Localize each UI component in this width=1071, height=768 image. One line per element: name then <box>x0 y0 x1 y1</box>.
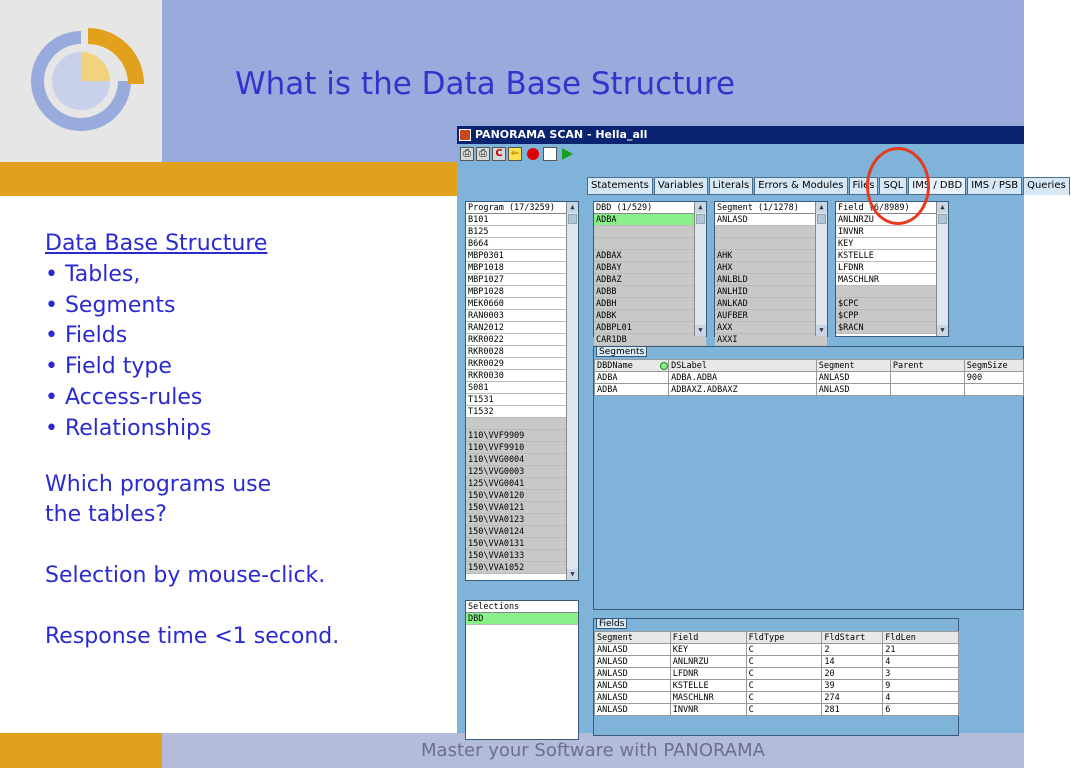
list-item[interactable]: ADBH <box>594 298 706 310</box>
list-item[interactable]: ADBK <box>594 310 706 322</box>
list-item[interactable]: B664 <box>466 238 578 250</box>
question-line-1: Which programs use <box>45 471 272 497</box>
list-item[interactable]: S081 <box>466 382 578 394</box>
table-cell: ANLASD <box>595 680 671 692</box>
list-item[interactable]: RKR0029 <box>466 358 578 370</box>
list-item[interactable]: ADBAZ <box>594 274 706 286</box>
tab-files[interactable]: Files <box>849 177 879 195</box>
dbd-list-scrollbar[interactable] <box>694 202 706 336</box>
table-cell: ANLASD <box>595 704 671 716</box>
list-item[interactable]: 110\VVF9909 <box>466 430 578 442</box>
tab-literals[interactable]: Literals <box>709 177 754 195</box>
fields-panel-title: Fields <box>596 618 627 629</box>
table-cell: ANLASD <box>595 656 671 668</box>
table-cell: 39 <box>822 680 883 692</box>
list-item[interactable]: ADBA <box>594 214 706 226</box>
table-cell: 281 <box>822 704 883 716</box>
selections-header: Selections <box>466 601 578 613</box>
list-item[interactable]: T1531 <box>466 394 578 406</box>
fields-panel <box>593 618 959 736</box>
table-cell: MASCHLNR <box>670 692 746 704</box>
field-list-header: Field (6/8989) <box>836 202 948 214</box>
list-item[interactable]: ADBAY <box>594 262 706 274</box>
run-icon[interactable] <box>560 147 574 161</box>
segments-panel-title: Segments <box>596 346 647 357</box>
list-item[interactable]: T1532 <box>466 406 578 418</box>
list-item[interactable] <box>594 238 706 250</box>
list-item[interactable]: RKR0030 <box>466 370 578 382</box>
list-item[interactable]: RKR0028 <box>466 346 578 358</box>
table-cell: 9 <box>883 680 959 692</box>
table-cell: ANLASD <box>816 372 890 384</box>
list-item[interactable]: MBP1028 <box>466 286 578 298</box>
print-icon[interactable]: ⎙ <box>460 147 474 161</box>
tab-ims-psb[interactable]: IMS / PSB <box>967 177 1022 195</box>
table-cell: C <box>746 680 822 692</box>
bullet-tables: • Tables, <box>45 261 141 287</box>
segment-list-header: Segment (1/1278) <box>715 202 827 214</box>
slide-body <box>45 229 339 653</box>
table-cell: ADBA.ADBA <box>669 372 817 384</box>
list-item[interactable]: AXXI <box>715 334 827 346</box>
list-item[interactable]: 110\VVF9910 <box>466 442 578 454</box>
column-header[interactable]: Segment <box>816 360 890 372</box>
table-cell: 900 <box>964 372 1023 384</box>
selection-note: Selection by mouse-click. <box>45 563 326 589</box>
footer-accent <box>0 733 162 768</box>
list-item[interactable]: MEK0660 <box>466 298 578 310</box>
list-item[interactable]: ANLNRZU <box>836 214 948 226</box>
list-item[interactable]: AXX <box>715 322 827 334</box>
table-row[interactable] <box>595 656 959 668</box>
table-cell: INVNR <box>670 704 746 716</box>
table-cell: 20 <box>822 668 883 680</box>
window-title: PANORAMA SCAN - Hella_all <box>475 128 648 141</box>
panorama-logo-icon <box>0 0 162 162</box>
list-item[interactable]: MBP1018 <box>466 262 578 274</box>
segment-list[interactable] <box>714 201 828 345</box>
accent-band <box>0 162 457 196</box>
list-item[interactable]: ADBB <box>594 286 706 298</box>
question-line-2: the tables? <box>45 502 167 528</box>
scroll-down-icon[interactable]: ▼ <box>567 569 578 580</box>
scroll-up-icon[interactable]: ▲ <box>816 202 827 213</box>
list-item[interactable]: 110\VVG0004 <box>466 454 578 466</box>
list-item[interactable]: DBD <box>466 613 578 625</box>
table-cell: C <box>746 692 822 704</box>
footer-text: Master your Software with PANORAMA <box>421 740 765 761</box>
list-item[interactable]: ANLBLD <box>715 274 827 286</box>
table-cell: KEY <box>670 644 746 656</box>
list-item[interactable] <box>715 238 827 250</box>
list-item[interactable]: B101 <box>466 214 578 226</box>
list-item[interactable]: RKR0022 <box>466 334 578 346</box>
scroll-up-icon[interactable]: ▲ <box>567 202 578 213</box>
table-cell: KSTELLE <box>670 680 746 692</box>
table-cell: ANLASD <box>595 668 671 680</box>
list-item[interactable] <box>836 286 948 298</box>
list-item[interactable]: MBP0301 <box>466 250 578 262</box>
program-list[interactable] <box>465 201 579 581</box>
table-cell: ANLNRZU <box>670 656 746 668</box>
segment-list-scrollbar[interactable] <box>815 202 827 336</box>
table-cell: C <box>746 656 822 668</box>
highlight-circle <box>866 147 930 225</box>
column-header[interactable]: DBDName <box>595 360 669 372</box>
column-header[interactable]: SegmSize <box>964 360 1023 372</box>
table-cell: 21 <box>883 644 959 656</box>
list-item[interactable]: 150\VVA1052 <box>466 562 578 574</box>
list-item[interactable]: 150\VVA0131 <box>466 538 578 550</box>
table-cell: ADBAXZ.ADBAXZ <box>669 384 817 396</box>
c-icon[interactable]: C <box>492 147 506 161</box>
window-titlebar[interactable] <box>457 126 1024 144</box>
list-item[interactable]: RAN0003 <box>466 310 578 322</box>
list-item[interactable] <box>715 226 827 238</box>
scroll-down-icon[interactable]: ▼ <box>816 325 827 336</box>
table-cell: ADBA <box>595 372 669 384</box>
logo-panel <box>0 0 162 162</box>
slide-title: What is the Data Base Structure <box>235 66 736 102</box>
dbd-list[interactable] <box>593 201 707 345</box>
list-item[interactable]: AUFBER <box>715 310 827 322</box>
table-row[interactable] <box>595 704 959 716</box>
table-cell: 4 <box>883 656 959 668</box>
scroll-down-icon[interactable]: ▼ <box>937 325 948 336</box>
table-cell: C <box>746 704 822 716</box>
list-item[interactable]: KEY <box>836 238 948 250</box>
back-arrow-icon[interactable]: ⇐ <box>508 147 522 161</box>
tab-sql[interactable]: SQL <box>879 177 907 195</box>
tab-statements[interactable]: Statements <box>587 177 653 195</box>
list-item[interactable]: $CPC <box>836 298 948 310</box>
table-cell: 274 <box>822 692 883 704</box>
table-row[interactable] <box>595 384 1024 396</box>
list-item[interactable]: AHK <box>715 250 827 262</box>
bullet-access-rules: • Access-rules <box>45 384 203 410</box>
table-row[interactable] <box>595 372 1024 384</box>
fields-grid[interactable] <box>594 631 959 716</box>
list-item[interactable]: CAR1DB <box>594 334 706 346</box>
list-item[interactable]: ANLASD <box>715 214 827 226</box>
column-header[interactable]: Segment <box>595 632 671 644</box>
tab-queries[interactable]: Queries <box>1023 177 1070 195</box>
table-row[interactable] <box>595 644 959 656</box>
list-item[interactable]: 150\VVA0133 <box>466 550 578 562</box>
list-item[interactable]: ADBPL01 <box>594 322 706 334</box>
tab-bar <box>587 177 1071 195</box>
program-list-header: Program (17/3259) <box>466 202 578 214</box>
response-note: Response time <1 second. <box>45 623 340 649</box>
table-cell <box>890 384 964 396</box>
list-item[interactable]: ANLHID <box>715 286 827 298</box>
scroll-up-icon[interactable]: ▲ <box>695 202 706 213</box>
table-cell: 6 <box>883 704 959 716</box>
column-header[interactable]: DSLabel <box>669 360 817 372</box>
segments-grid[interactable] <box>594 359 1024 396</box>
table-cell: ANLASD <box>595 644 671 656</box>
program-list-scrollbar[interactable] <box>566 202 578 580</box>
table-row[interactable] <box>595 680 959 692</box>
list-item[interactable]: 150\VVA0121 <box>466 502 578 514</box>
section-heading: Data Base Structure <box>45 231 268 256</box>
scroll-down-icon[interactable]: ▼ <box>695 325 706 336</box>
list-item[interactable]: $CPP <box>836 310 948 322</box>
list-item[interactable]: KSTELLE <box>836 250 948 262</box>
list-item[interactable]: MASCHLNR <box>836 274 948 286</box>
panorama-scan-window <box>457 126 1066 733</box>
segments-panel <box>593 346 1024 610</box>
list-item[interactable]: LFDNR <box>836 262 948 274</box>
list-item[interactable]: 150\VVA0120 <box>466 490 578 502</box>
bullet-relationships: • Relationships <box>45 415 212 441</box>
table-row[interactable] <box>595 668 959 680</box>
list-item[interactable]: 150\VVA0123 <box>466 514 578 526</box>
table-cell: 14 <box>822 656 883 668</box>
bullet-fields: • Fields <box>45 323 128 349</box>
stop-icon[interactable] <box>526 147 540 161</box>
table-cell: LFDNR <box>670 668 746 680</box>
list-item[interactable]: RAN2012 <box>466 322 578 334</box>
footer-band <box>162 733 1024 768</box>
selections-list[interactable] <box>465 600 579 740</box>
table-header-row <box>595 632 959 644</box>
list-item[interactable]: 125\VVG0041 <box>466 478 578 490</box>
column-header[interactable]: FldType <box>746 632 822 644</box>
table-cell: 3 <box>883 668 959 680</box>
table-cell <box>890 372 964 384</box>
scroll-up-icon[interactable]: ▲ <box>937 202 948 213</box>
dbd-list-header: DBD (1/529) <box>594 202 706 214</box>
list-item[interactable]: ANLKAD <box>715 298 827 310</box>
column-header[interactable]: Parent <box>890 360 964 372</box>
field-list-scrollbar[interactable] <box>936 202 948 336</box>
list-item[interactable]: B125 <box>466 226 578 238</box>
bullet-field-type: • Field type <box>45 354 172 380</box>
column-header[interactable]: Field <box>670 632 746 644</box>
list-item[interactable]: $RACN <box>836 322 948 334</box>
list-item[interactable] <box>594 226 706 238</box>
list-item[interactable]: 150\VVA0124 <box>466 526 578 538</box>
list-item[interactable]: 125\VVG0003 <box>466 466 578 478</box>
tab-variables[interactable]: Variables <box>654 177 708 195</box>
column-header[interactable]: FldStart <box>822 632 883 644</box>
list-item[interactable]: MBP1027 <box>466 274 578 286</box>
tab-ims-dbd[interactable]: IMS / DBD <box>908 177 966 195</box>
window-icon[interactable] <box>543 147 557 161</box>
table-cell: ANLASD <box>595 692 671 704</box>
table-cell <box>964 384 1023 396</box>
table-cell: ADBA <box>595 384 669 396</box>
table-cell: C <box>746 644 822 656</box>
list-item[interactable]: AHX <box>715 262 827 274</box>
column-header[interactable]: FldLen <box>883 632 959 644</box>
list-item[interactable] <box>466 418 578 430</box>
tab-errors-modules[interactable]: Errors & Modules <box>754 177 847 195</box>
bullet-segments: • Segments <box>45 292 176 318</box>
print-setup-icon[interactable]: ⎙ <box>476 147 490 161</box>
list-item[interactable]: ADBAX <box>594 250 706 262</box>
list-item[interactable]: INVNR <box>836 226 948 238</box>
app-icon <box>459 129 471 141</box>
table-cell: 4 <box>883 692 959 704</box>
table-cell: C <box>746 668 822 680</box>
table-header-row <box>595 360 1024 372</box>
table-cell: 2 <box>822 644 883 656</box>
table-cell: ANLASD <box>816 384 890 396</box>
table-row[interactable] <box>595 692 959 704</box>
toolbar <box>457 144 1024 164</box>
